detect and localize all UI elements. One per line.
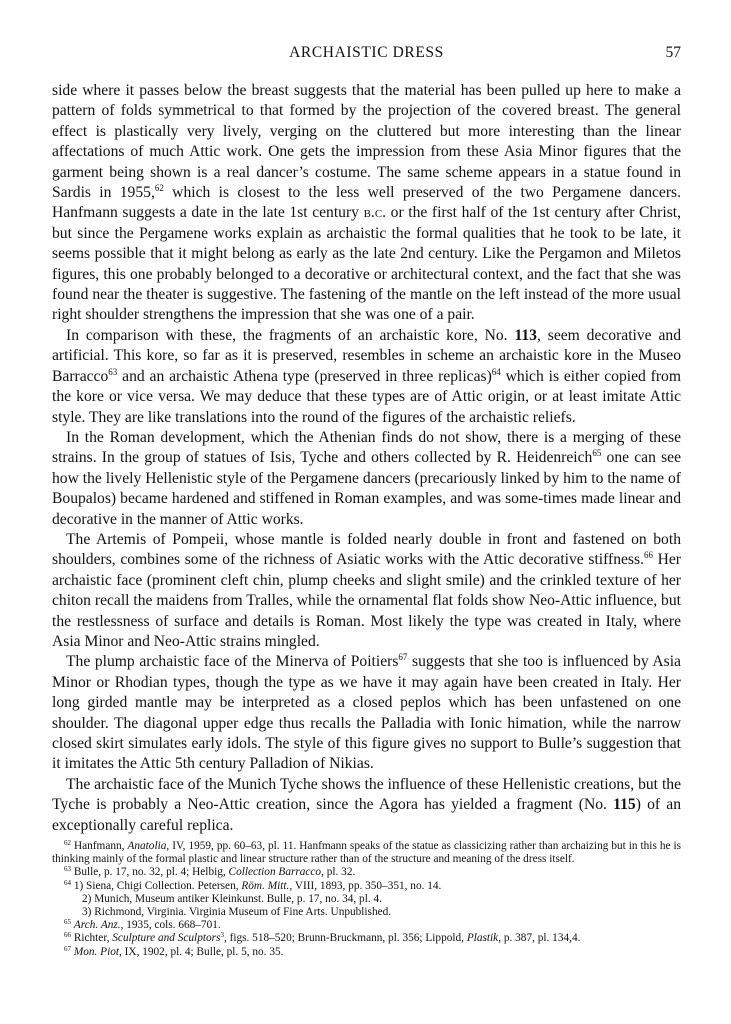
page-number: 57: [665, 44, 681, 61]
paragraph-2: In comparison with these, the fragments of an archaistic kore, No. 113, seem decorative and artificial. This kore, so far as it is preserved, resembles in scheme an archaistic kore in the Museo Barracco$^{63}$ and an archaistic Athena type (preserved in three replicas)$^{64}$ which is either copied from the kore or vice versa. We may deduce that these types are of Attic origin, or at least imitate Attic style. They are like translations into the round of the figures of the archaistic reliefs.: [52, 326, 681, 426]
footnote-65: $^{65}$ Arch. Anz., 1935, cols. 668–701.: [64, 918, 221, 932]
footnote-64: $^{64}$ 1) Siena, Chigi Collection. Petersen, Röm. Mitt., VIII, 1893, pp. 350–351, no. 14.: [64, 878, 442, 892]
footnote-ref-65[interactable]: 65: [592, 448, 602, 459]
footnote-64-item-2: 2) Munich, Museum antiker Kleinkunst. Bulle, p. 17, no. 34, pl. 4.: [82, 892, 382, 905]
footnote-ref-63[interactable]: 63: [108, 366, 118, 377]
paragraph-6: The archaistic face of the Munich Tyche shows the influence of these Hellenistic creations, but the Tyche is probably a Neo-Attic creation, since the Agora has yielded a fragment (No. 115) of an exceptionally careful replica.: [52, 775, 681, 834]
paragraph-5: The plump archaistic face of the Minerva of Poitiers$^{67}$ suggests that she too is influenced by Asia Minor or Rhodian types, though the type as we have it may again have been created in Italy. Her long girded mantle may be interpreted as a closed peplos which has been unfastened on one shoulder. The diagonal upper edge thus recalls the Palladia with Ionic himation, while the narrow closed skirt simulates early idols. The style of this figure gives no support to Bulle’s suggestion that it imitates the Attic 5th century Palladion of Nikias.: [52, 652, 681, 773]
catalogue-number-113: 113: [514, 326, 537, 344]
footnote-ref-64[interactable]: 64: [491, 366, 501, 377]
footnote-66: $^{66}$ Richter, Sculpture and Sculptors$^3$, figs. 518–520; Brunn-Bruckmann, pl. 356; Lippold, Plastik, p. 387, pl. 134,4.: [64, 931, 581, 945]
footnote-64-item-3: 3) Richmond, Virginia. Virginia Museum of Fine Arts. Unpublished.: [82, 906, 392, 919]
footnote-62: $^{62}$ Hanfmann, Anatolia, IV, 1959, pp. 60–63, pl. 11. Hanfmann speaks of the statue as classicizing rather than archaizing but in this he is thinking mainly of the formal plastic and linear structure rather than of the structure and meaning of the dress itself.: [52, 839, 681, 866]
footnote-ref-67[interactable]: 67: [398, 652, 408, 663]
catalogue-number-115: 115: [613, 796, 636, 814]
body-text: [52, 81, 681, 836]
footnote-ref-66[interactable]: 66: [643, 550, 653, 561]
footnote-ref-62[interactable]: 62: [154, 183, 164, 194]
paragraph-4: The Artemis of Pompeii, whose mantle is folded nearly double in front and fastened on both shoulders, combines some of the richness of Asiatic works with the Attic decorative stiffness.$^{66}$ Her archaistic face (prominent cleft chin, plump cheeks and slight smile) and the crinkled texture of her chiton recall the maidens from Tralles, while the ornamental flat folds show Neo-Attic influence, but the restlessness of surface and details is Roman. Most likely the type was created in Italy, where Asia Minor and Neo-Attic strains mingled.: [52, 530, 681, 650]
footnote-63: $^{63}$ Bulle, p. 17, no. 32, pl. 4; Helbig, Collection Barracco, pl. 32.: [64, 865, 356, 879]
footnotes: [52, 840, 681, 959]
page-header: [52, 44, 681, 66]
footnote-67: $^{67}$ Mon. Piot, IX, 1902, pl. 4; Bulle, pl. 5, no. 35.: [64, 944, 284, 958]
running-title: ARCHAISTIC DRESS: [289, 44, 444, 61]
paragraph-3: In the Roman development, which the Athenian finds do not show, there is a merging of these strains. In the group of statues of Isis, Tyche and others collected by R. Heidenreich$^{65}$ one can see how the lively Hellenistic style of the Pergamene dancers (precariously linked by him to the name of Boupalos) became hardened and stiffened in Roman examples, and was some-times made linear and decorative in the manner of Attic works.: [52, 428, 681, 528]
paragraph-1: side where it passes below the breast suggests that the material has been pulled up here to make a pattern of folds symmetrical to that formed by the projection of the covered breast. The general effect is plastically very lively, verging on the cluttered but more interesting than the linear affectations of much Attic work. One gets the impression from these Asia Minor figures that the garment being shown is a real dancer’s costume. The same scheme appears in a statue found in Sardis in 1955,62 which is closest to the less well preserved of the two Pergamene dancers. Hanfmann suggests a date in the late 1st century b.c. or the first half of the 1st century after Christ, but since the Pergamene works explain as archaistic the formal qualities that he took to be late, it seems possible that it might belong as early as the late 2nd century. Like the Pergamon and Miletos figures, this one probably belonged to a decorative or architectural context, and the fact that she was found near the theater is suggestive. The fastening of the mantle on the left instead of the more usual right shoulder strengthens the impression that she was one of a pair.: [52, 82, 682, 324]
